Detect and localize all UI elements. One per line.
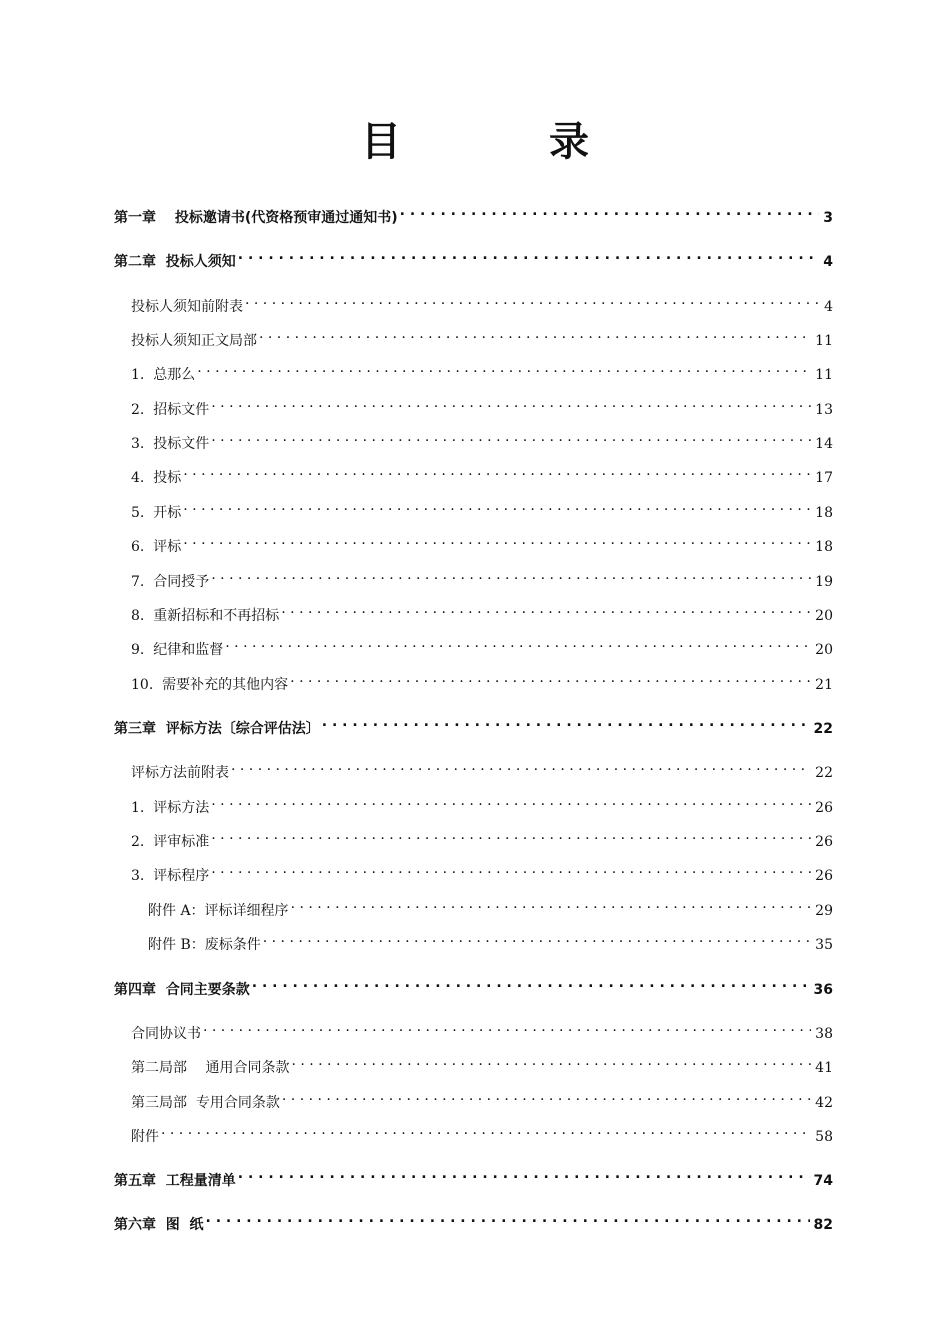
toc-leader-dots <box>211 790 811 812</box>
toc-leader-dots <box>322 711 810 733</box>
toc-leader-dots <box>197 357 811 379</box>
toc-entry-page: 18 <box>815 505 833 521</box>
toc-entry-text: 第三章 评标方法〔综合评估法〕 <box>114 721 320 737</box>
toc-entry-page: 74 <box>813 1173 833 1189</box>
toc-entry-page: 11 <box>815 367 833 383</box>
toc-entry[interactable] <box>148 927 833 953</box>
toc-entry-page: 38 <box>815 1026 833 1042</box>
toc-entry-page: 21 <box>815 677 833 693</box>
toc-leader-dots <box>252 972 810 994</box>
toc-entry[interactable] <box>131 426 833 452</box>
toc-leader-dots <box>183 460 811 482</box>
toc-entry-page: 36 <box>813 982 833 998</box>
toc-entry-text: 附件 <box>131 1129 159 1145</box>
toc-entry-text: 第四章 合同主要条款 <box>114 982 250 998</box>
toc-entry-text: 附件 A：评标详细程序 <box>148 903 289 919</box>
toc-leader-dots <box>183 495 811 517</box>
toc-entry-text: 10. 需要补充的其他内容 <box>131 677 289 693</box>
toc-entry[interactable] <box>131 1085 833 1111</box>
toc-leader-dots <box>263 927 811 949</box>
toc-entry[interactable] <box>131 632 833 658</box>
toc-entry[interactable] <box>131 667 833 693</box>
toc-entry-page: 4 <box>824 299 833 315</box>
toc-entry-page: 29 <box>815 903 833 919</box>
toc-leader-dots <box>211 858 811 880</box>
toc-leader-dots <box>161 1119 811 1141</box>
toc-entry-page: 18 <box>815 539 833 555</box>
toc-entry-page: 42 <box>815 1095 833 1111</box>
toc-entry[interactable] <box>131 1016 833 1042</box>
toc-entry-page: 13 <box>815 402 833 418</box>
toc-entry-page: 26 <box>815 868 833 884</box>
toc-leader-dots <box>211 824 811 846</box>
toc-entry-text: 合同协议书 <box>131 1026 201 1042</box>
toc-leader-dots <box>183 529 811 551</box>
page-title: 目 录 <box>361 118 643 165</box>
toc-entry[interactable] <box>131 495 833 521</box>
toc-entry[interactable] <box>114 972 833 998</box>
toc-entry[interactable] <box>131 323 833 349</box>
toc-entry-text: 第六章 图 纸 <box>114 1217 204 1233</box>
toc-entry-text: 2. 评审标准 <box>131 834 210 850</box>
toc-leader-dots <box>282 1085 811 1107</box>
toc-entry-text: 投标人须知前附表 <box>131 299 243 315</box>
toc-entry[interactable] <box>131 1050 833 1076</box>
toc-entry-page: 4 <box>823 254 833 270</box>
toc-entry-page: 26 <box>815 834 833 850</box>
toc-entry-page: 35 <box>815 937 833 953</box>
toc-entry-text: 1. 评标方法 <box>131 800 210 816</box>
toc-leader-dots <box>281 598 811 620</box>
toc-entry-text: 评标方法前附表 <box>131 765 229 781</box>
toc-entry-text: 第五章 工程量清单 <box>114 1173 236 1189</box>
toc-entry-text: 7. 合同授予 <box>131 574 210 590</box>
toc-entry-text: 第一章 投标邀请书(代资格预审通过通知书) <box>114 210 398 226</box>
toc-entry[interactable] <box>131 529 833 555</box>
toc-entry[interactable] <box>114 200 833 226</box>
toc-leader-dots <box>211 392 811 414</box>
toc-leader-dots <box>203 1016 811 1038</box>
toc-entry[interactable] <box>131 755 833 781</box>
toc-entry-text: 第二局部 通用合同条款 <box>131 1060 290 1076</box>
toc-entry-text: 1. 总那么 <box>131 367 196 383</box>
toc-entry-page: 82 <box>813 1217 833 1233</box>
toc-entry-text: 3. 投标文件 <box>131 436 210 452</box>
toc-entry[interactable] <box>131 824 833 850</box>
toc-entry-text: 8. 重新招标和不再招标 <box>131 608 280 624</box>
toc-entry[interactable] <box>131 289 833 315</box>
toc-leader-dots <box>211 426 811 448</box>
toc-entry-page: 11 <box>815 333 833 349</box>
toc-leader-dots <box>290 667 811 689</box>
toc-entry[interactable] <box>114 1163 833 1189</box>
toc-entry-text: 6. 评标 <box>131 539 182 555</box>
toc-entry[interactable] <box>131 858 833 884</box>
toc-entry-page: 20 <box>815 608 833 624</box>
toc-entry-page: 19 <box>815 574 833 590</box>
toc-entry[interactable] <box>131 392 833 418</box>
toc-leader-dots <box>225 632 811 654</box>
toc-leader-dots <box>400 200 820 222</box>
toc-leader-dots <box>291 893 812 915</box>
toc-entry[interactable] <box>131 357 833 383</box>
toc-entry-page: 22 <box>813 721 833 737</box>
toc-entry-text: 附件 B：废标条件 <box>148 937 261 953</box>
toc-entry-page: 20 <box>815 642 833 658</box>
toc-entry[interactable] <box>114 1207 833 1233</box>
toc-entry[interactable] <box>131 564 833 590</box>
toc-entry-page: 14 <box>815 436 833 452</box>
toc-entry-page: 3 <box>823 210 833 226</box>
toc-entry[interactable] <box>131 460 833 486</box>
toc-leader-dots <box>238 1163 810 1185</box>
toc-entry-page: 58 <box>815 1129 833 1145</box>
toc-entry-text: 投标人须知正文局部 <box>131 333 257 349</box>
toc-leader-dots <box>211 564 811 586</box>
toc-entry[interactable] <box>148 893 833 919</box>
toc-entry-text: 5. 开标 <box>131 505 182 521</box>
toc-entry-text: 9. 纪律和监督 <box>131 642 224 658</box>
toc-entry-text: 3. 评标程序 <box>131 868 210 884</box>
toc-entry-text: 第二章 投标人须知 <box>114 254 236 270</box>
toc-leader-dots <box>231 755 811 777</box>
toc-leader-dots <box>238 244 820 266</box>
toc-entry-page: 41 <box>815 1060 833 1076</box>
toc-entry-text: 第三局部 专用合同条款 <box>131 1095 280 1111</box>
toc-entry[interactable] <box>131 1119 833 1145</box>
toc-leader-dots <box>245 289 820 311</box>
toc-entry-page: 26 <box>815 800 833 816</box>
toc-entry-text: 2. 招标文件 <box>131 402 210 418</box>
toc-leader-dots <box>206 1207 810 1229</box>
toc-entry-text: 4. 投标 <box>131 470 182 486</box>
toc-leader-dots <box>291 1050 811 1072</box>
toc-entry-page: 22 <box>815 765 833 781</box>
toc-leader-dots <box>259 323 811 345</box>
toc-entry[interactable] <box>131 598 833 624</box>
toc-entry-page: 17 <box>815 470 833 486</box>
toc-entry[interactable] <box>114 711 833 737</box>
toc-entry[interactable] <box>131 790 833 816</box>
toc-entry[interactable] <box>114 244 833 270</box>
